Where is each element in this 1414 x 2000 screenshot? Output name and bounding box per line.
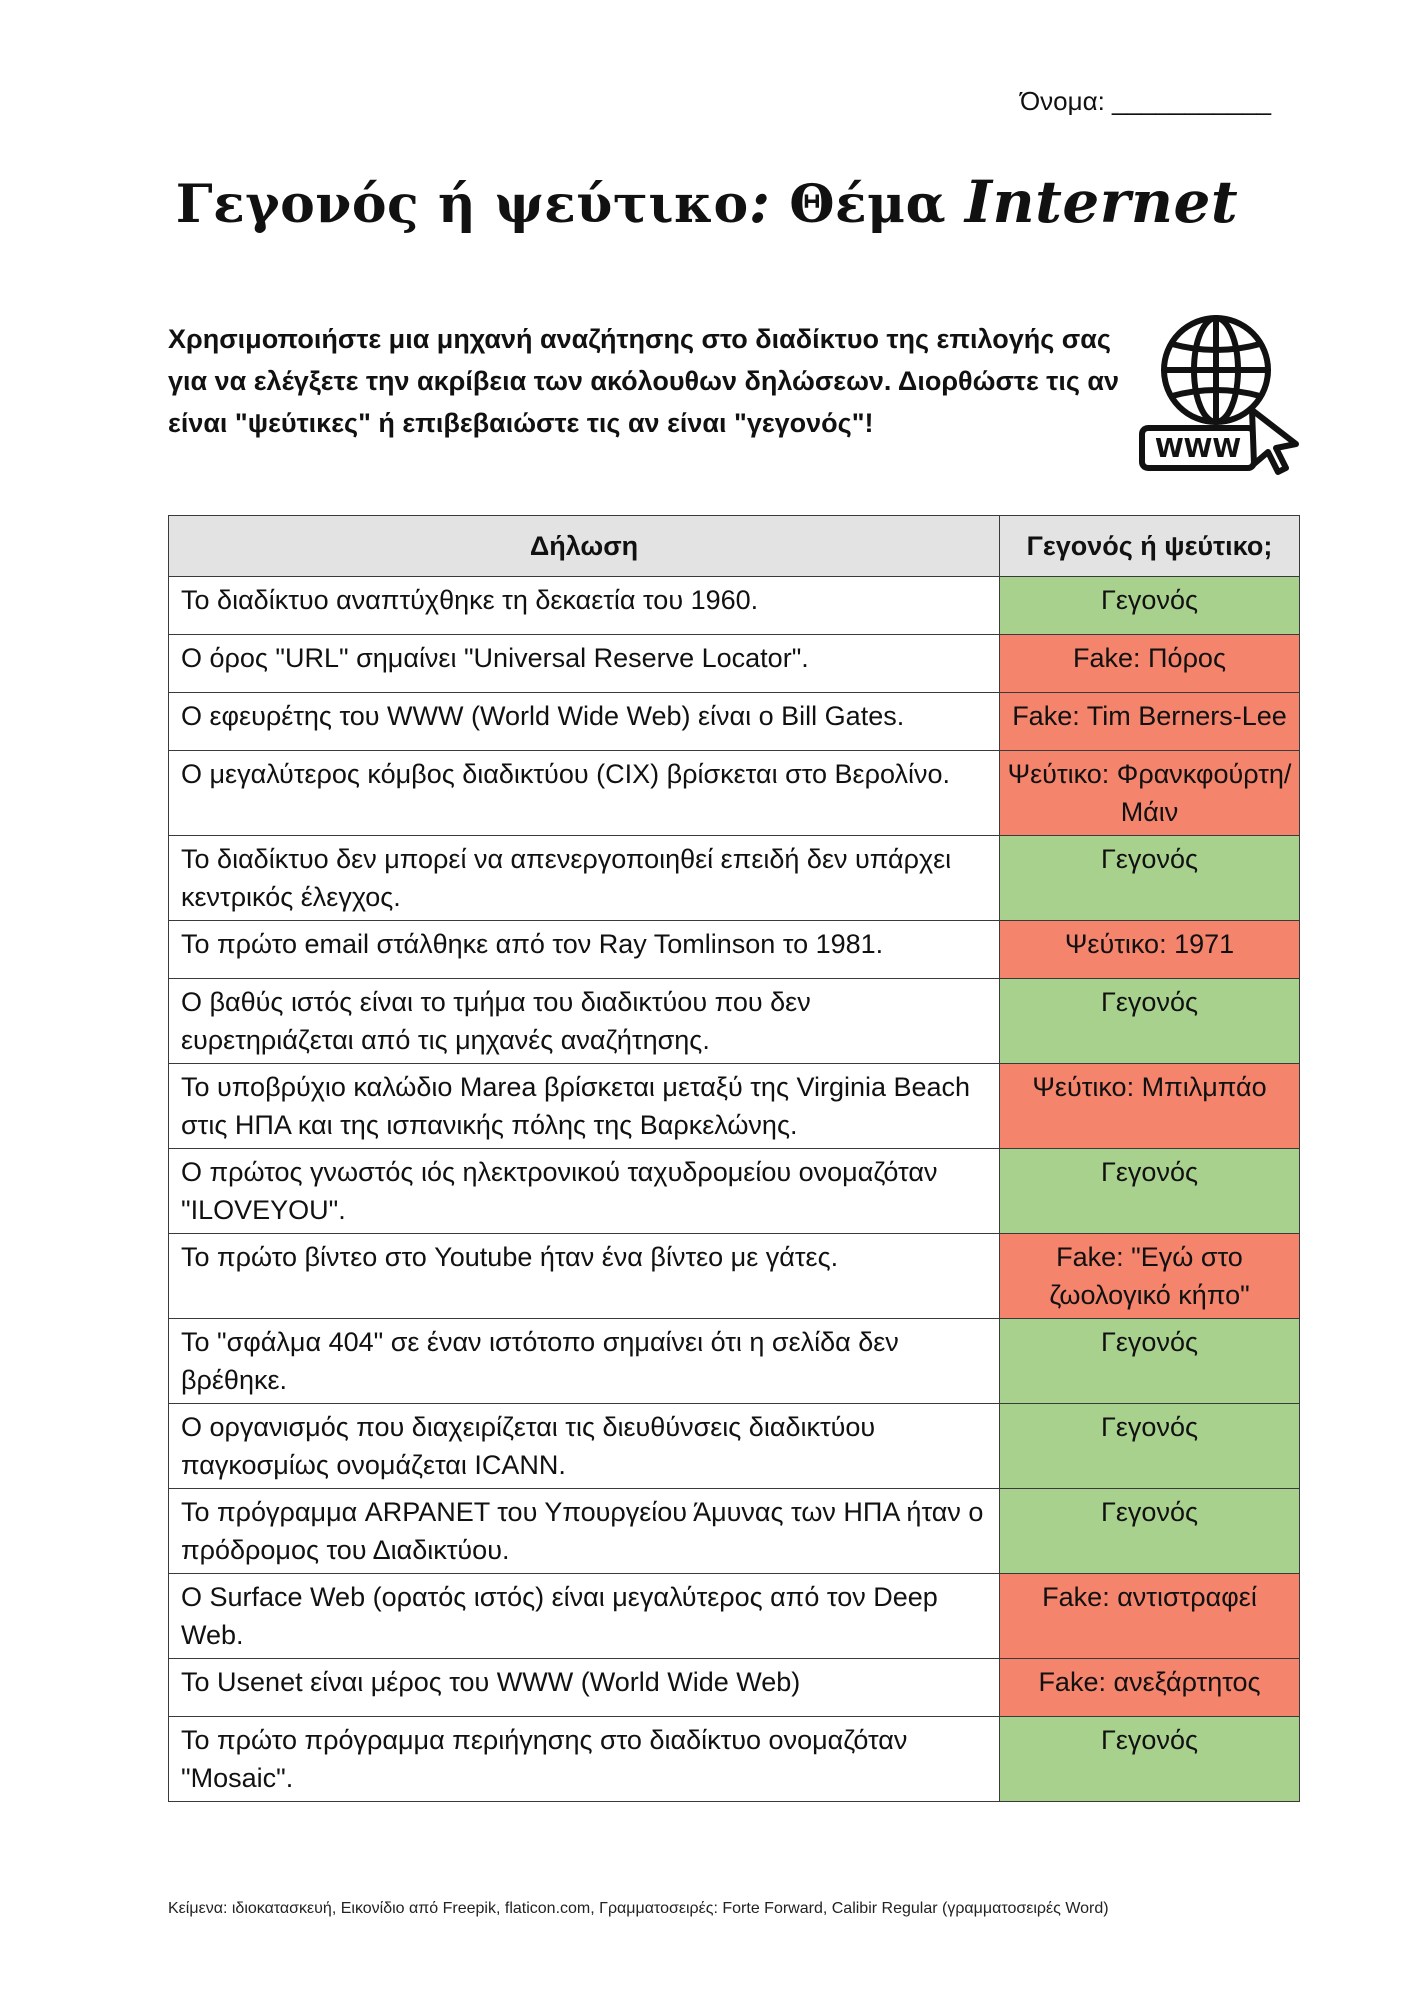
verdict-fake-cell: Fake: Tim Berners-Lee xyxy=(1000,693,1300,751)
verdict-fact-cell: Γεγονός xyxy=(1000,836,1300,921)
fact-check-table xyxy=(168,515,1300,1802)
instructions-text: Χρησιμοποιήστε μια μηχανή αναζήτησης στο διαδίκτυο της επιλογής σας για να ελέγξετε την ακρίβεια των ακόλουθων δηλώσεων. Διορθώστε τις αν είναι "ψεύτικες" ή επιβεβαιώστε τις αν είναι "γεγονός"! xyxy=(168,324,1119,438)
statement-cell: Το "σφάλμα 404" σε έναν ιστότοπο σημαίνει ότι η σελίδα δεν βρέθηκε. xyxy=(169,1319,1000,1404)
statement-cell: Ο βαθύς ιστός είναι το τμήμα του διαδικτύου που δεν ευρετηριάζεται από τις μηχανές αναζήτησης. xyxy=(169,979,1000,1064)
column-header-verdict: Γεγονός ή ψεύτικο; xyxy=(1000,516,1300,577)
title-colon: : xyxy=(748,168,771,236)
verdict-fake-cell: Ψεύτικο: Φρανκφούρτη/Μάιν xyxy=(1000,751,1300,836)
table-row xyxy=(169,921,1300,979)
table-row xyxy=(169,979,1300,1064)
table-row xyxy=(169,577,1300,635)
verdict-fact-cell: Γεγονός xyxy=(1000,979,1300,1064)
table-row xyxy=(169,1234,1300,1319)
verdict-fake-cell: Fake: "Εγώ στο ζωολογικό κήπο" xyxy=(1000,1234,1300,1319)
table-row xyxy=(169,751,1300,836)
verdict-fact-cell: Γεγονός xyxy=(1000,577,1300,635)
table-row xyxy=(169,1319,1300,1404)
verdict-fact-cell: Γεγονός xyxy=(1000,1319,1300,1404)
table-row xyxy=(169,1149,1300,1234)
verdict-fact-cell: Γεγονός xyxy=(1000,1717,1300,1802)
verdict-fact-cell: Γεγονός xyxy=(1000,1404,1300,1489)
statement-cell: Το πρόγραμμα ARPANET του Υπουργείου Άμυνας των ΗΠΑ ήταν ο πρόδρομος του Διαδικτύου. xyxy=(169,1489,1000,1574)
statement-cell: Ο εφευρέτης του WWW (World Wide Web) είναι ο Bill Gates. xyxy=(169,693,1000,751)
table-row xyxy=(169,1064,1300,1149)
statement-cell: Το διαδίκτυο αναπτύχθηκε τη δεκαετία του 1960. xyxy=(169,577,1000,635)
page-title xyxy=(0,168,1414,236)
www-label: WWW xyxy=(1154,434,1242,464)
verdict-fake-cell: Fake: αντιστραφεί xyxy=(1000,1574,1300,1659)
verdict-fake-cell: Ψεύτικο: Μπιλμπάο xyxy=(1000,1064,1300,1149)
title-part-1: Γεγονός ή ψεύτικο xyxy=(175,174,749,235)
table-row xyxy=(169,1717,1300,1802)
table-row xyxy=(169,635,1300,693)
title-part-2: Θέμα xyxy=(770,174,965,235)
statement-cell: Ο μεγαλύτερος κόμβος διαδικτύου (CIX) βρίσκεται στο Βερολίνο. xyxy=(169,751,1000,836)
verdict-fact-cell: Γεγονός xyxy=(1000,1149,1300,1234)
statement-cell: Το πρώτο βίντεο στο Youtube ήταν ένα βίντεο με γάτες. xyxy=(169,1234,1000,1319)
statement-cell: Ο πρώτος γνωστός ιός ηλεκτρονικού ταχυδρομείου ονομαζόταν "ILOVEYOU". xyxy=(169,1149,1000,1234)
name-field-label: Όνομα: ___________ xyxy=(1020,86,1272,116)
statement-cell: Ο Surface Web (ορατός ιστός) είναι μεγαλύτερος από τον Deep Web. xyxy=(169,1574,1000,1659)
verdict-fact-cell: Γεγονός xyxy=(1000,1489,1300,1574)
statement-cell: Το πρώτο email στάλθηκε από τον Ray Tomlinson το 1981. xyxy=(169,921,1000,979)
title-part-3: Internet xyxy=(964,168,1239,236)
table-row xyxy=(169,1659,1300,1717)
credits-footer: Κείμενα: ιδιοκατασκευή, Εικονίδιο από Freepik, flaticon.com, Γραμματοσειρές: Forte Forward, Calibir Regular (γραμματοσειρές Word) xyxy=(168,1900,1109,1917)
table-header-row xyxy=(169,516,1300,577)
statement-cell: Το πρώτο πρόγραμμα περιήγησης στο διαδίκτυο ονομαζόταν "Mosaic". xyxy=(169,1717,1000,1802)
table-row xyxy=(169,693,1300,751)
www-globe-icon xyxy=(1136,312,1306,482)
table-row xyxy=(169,836,1300,921)
statement-cell: Το Usenet είναι μέρος του WWW (World Wide Web) xyxy=(169,1659,1000,1717)
statement-cell: Το διαδίκτυο δεν μπορεί να απενεργοποιηθεί επειδή δεν υπάρχει κεντρικός έλεγχος. xyxy=(169,836,1000,921)
table-row xyxy=(169,1489,1300,1574)
table-row xyxy=(169,1574,1300,1659)
verdict-fake-cell: Fake: Πόρος xyxy=(1000,635,1300,693)
statement-cell: Το υποβρύχιο καλώδιο Marea βρίσκεται μεταξύ της Virginia Beach στις ΗΠΑ και της ισπανικής πόλης της Βαρκελώνης. xyxy=(169,1064,1000,1149)
statement-cell: Ο όρος "URL" σημαίνει "Universal Reserve Locator". xyxy=(169,635,1000,693)
table-row xyxy=(169,1404,1300,1489)
verdict-fake-cell: Ψεύτικο: 1971 xyxy=(1000,921,1300,979)
column-header-statement: Δήλωση xyxy=(169,516,1000,577)
statement-cell: Ο οργανισμός που διαχειρίζεται τις διευθύνσεις διαδικτύου παγκοσμίως ονομάζεται ICANN. xyxy=(169,1404,1000,1489)
verdict-fake-cell: Fake: ανεξάρτητος xyxy=(1000,1659,1300,1717)
